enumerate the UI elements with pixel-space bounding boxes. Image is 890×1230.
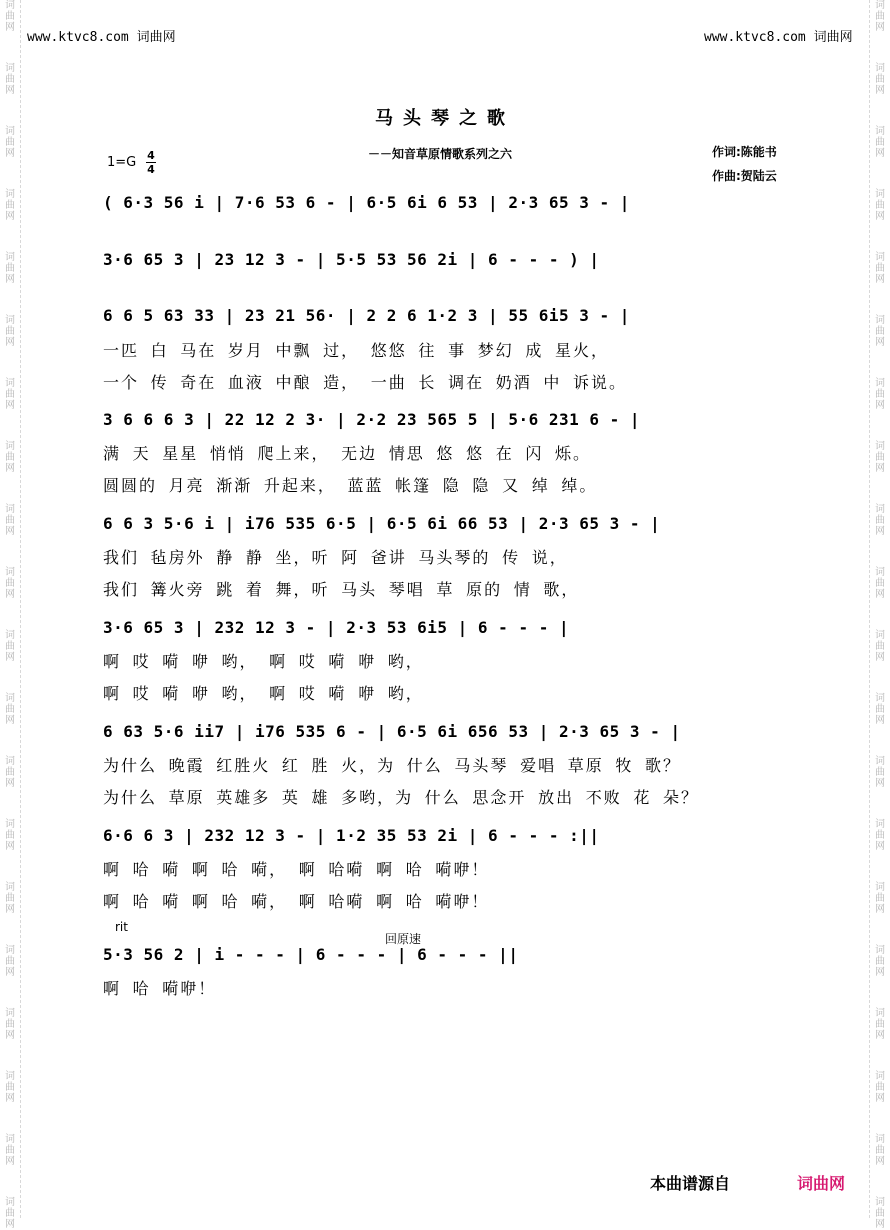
side-watermark-glyph: 词 曲 网 <box>5 882 15 915</box>
side-watermark-glyph: 词 曲 网 <box>875 1071 885 1104</box>
side-watermark-glyph: 词 曲 网 <box>5 504 15 537</box>
side-watermark-glyph: 词 曲 网 <box>5 1197 15 1230</box>
lyric-line-3-verse-1: 一匹 白 马在 岁月 中飘 过， 悠悠 往 事 梦幻 成 星火， <box>103 341 609 360</box>
side-watermark-glyph: 词 曲 网 <box>5 441 15 474</box>
time-signature <box>146 150 156 175</box>
time-signature-top: 4 <box>147 149 155 162</box>
side-watermark-glyph: 词 曲 网 <box>5 189 15 222</box>
side-watermark-glyph: 词 曲 网 <box>875 378 885 411</box>
song-title: 马头琴之歌 <box>375 108 515 129</box>
side-watermark-glyph: 词 曲 网 <box>875 1197 885 1230</box>
side-watermark-glyph: 词 曲 网 <box>5 1008 15 1041</box>
side-watermark-glyph: 词 曲 网 <box>875 252 885 285</box>
side-watermark-glyph: 词 曲 网 <box>875 315 885 348</box>
key-signature: 1=G <box>107 155 137 170</box>
lyric-line-6-verse-1: 啊 哎 嗬 咿 哟， 啊 哎 嗬 咿 哟， <box>103 652 424 671</box>
left-watermark-strip <box>0 0 21 1230</box>
footer-site-name: 词曲网 <box>797 1174 846 1193</box>
side-watermark-glyph: 词 曲 网 <box>5 378 15 411</box>
lyric-line-4-verse-1: 满 天 星星 悄悄 爬上来， 无边 情思 悠 悠 在 闪 烁。 <box>103 444 591 463</box>
tempo-return-marking: 回原速 <box>385 932 422 946</box>
song-subtitle: －－知音草原情歌系列之六 <box>368 147 513 161</box>
header-watermark-right: www.ktvc8.com 词曲网 <box>704 30 853 45</box>
composer-credit: 作曲:贺陆云 <box>712 169 777 183</box>
side-watermark-glyph: 词 曲 网 <box>5 630 15 663</box>
lyric-line-8-verse-2: 啊 哈 嗬 啊 哈 嗬， 啊 哈嗬 啊 哈 嗬咿！ <box>103 892 490 911</box>
lyricist-credit: 作词:陈能书 <box>712 145 777 159</box>
rit-marking: rit <box>115 920 128 934</box>
lyric-line-3-verse-2: 一个 传 奇在 血液 中酿 造， 一曲 长 调在 奶酒 中 诉说。 <box>103 373 627 392</box>
side-watermark-glyph: 词 曲 网 <box>5 693 15 726</box>
lyric-line-5-verse-2: 我们 篝火旁 跳 着 舞，听 马头 琴唱 草 原的 情 歌， <box>103 580 580 599</box>
notation-line-5: 6 6 3 5·6 i | i76 535 6·5 | 6·5 6i 66 53 | 2·3 65 3 - | <box>103 514 661 533</box>
lyric-line-7-verse-2: 为什么 草原 英雄多 英 雄 多哟，为 什么 思念开 放出 不败 花 朵？ <box>103 788 699 807</box>
side-watermark-glyph: 词 曲 网 <box>5 567 15 600</box>
side-watermark-glyph: 词 曲 网 <box>875 126 885 159</box>
side-watermark-glyph: 词 曲 网 <box>875 945 885 978</box>
side-watermark-glyph: 词 曲 网 <box>875 882 885 915</box>
notation-line-9: 5·3 56 2 | i - - - | 6 - - - | 6 - - - || <box>103 945 519 964</box>
lyric-line-9: 啊 哈 嗬咿！ <box>103 979 217 998</box>
side-watermark-glyph: 词 曲 网 <box>875 1008 885 1041</box>
side-watermark-glyph: 词 曲 网 <box>875 63 885 96</box>
side-watermark-glyph: 词 曲 网 <box>5 1071 15 1104</box>
footer-source-label: 本曲谱源自 <box>650 1174 731 1193</box>
side-watermark-glyph: 词 曲 网 <box>875 630 885 663</box>
side-watermark-glyph: 词 曲 网 <box>875 567 885 600</box>
side-watermark-glyph: 词 曲 网 <box>875 756 885 789</box>
side-watermark-glyph: 词 曲 网 <box>5 0 15 33</box>
notation-line-6: 3·6 65 3 | 232 12 3 - | 2·3 53 6i5 | 6 - - - | <box>103 618 570 637</box>
lyric-line-4-verse-2: 圆圆的 月亮 渐渐 升起来， 蓝蓝 帐篷 隐 隐 又 绰 绰。 <box>103 476 598 495</box>
side-watermark-glyph: 词 曲 网 <box>5 819 15 852</box>
side-watermark-glyph: 词 曲 网 <box>875 189 885 222</box>
side-watermark-glyph: 词 曲 网 <box>5 756 15 789</box>
lyric-line-6-verse-2: 啊 哎 嗬 咿 哟， 啊 哎 嗬 咿 哟， <box>103 684 424 703</box>
right-watermark-strip <box>869 0 890 1230</box>
side-watermark-glyph: 词 曲 网 <box>875 1134 885 1167</box>
side-watermark-glyph: 词 曲 网 <box>875 441 885 474</box>
side-watermark-glyph: 词 曲 网 <box>5 63 15 96</box>
time-signature-bottom: 4 <box>147 163 155 176</box>
lyric-line-8-verse-1: 啊 哈 嗬 啊 哈 嗬， 啊 哈嗬 啊 哈 嗬咿！ <box>103 860 490 879</box>
notation-line-3: 6 6 5 63 33 | 23 21 56· | 2 2 6 1·2 3 | 55 6i5 3 - | <box>103 306 630 325</box>
notation-line-1: ( 6·3 56 i | 7·6 53 6 - | 6·5 6i 6 53 | 2·3 65 3 - | <box>103 193 630 212</box>
side-watermark-glyph: 词 曲 网 <box>5 126 15 159</box>
header-watermark-left: www.ktvc8.com 词曲网 <box>27 30 176 45</box>
side-watermark-glyph: 词 曲 网 <box>5 315 15 348</box>
notation-line-7: 6 63 5·6 ii7 | i76 535 6 - | 6·5 6i 656 53 | 2·3 65 3 - | <box>103 722 681 741</box>
side-watermark-glyph: 词 曲 网 <box>5 1134 15 1167</box>
side-watermark-glyph: 词 曲 网 <box>875 819 885 852</box>
notation-line-8: 6·6 6 3 | 232 12 3 - | 1·2 35 53 2i | 6 - - - :|| <box>103 826 600 845</box>
side-watermark-glyph: 词 曲 网 <box>5 945 15 978</box>
lyric-line-7-verse-1: 为什么 晚霞 红胜火 红 胜 火，为 什么 马头琴 爱唱 草原 牧 歌？ <box>103 756 681 775</box>
notation-line-2: 3·6 65 3 | 23 12 3 - | 5·5 53 56 2i | 6 - - - ) | <box>103 250 600 269</box>
side-watermark-glyph: 词 曲 网 <box>875 504 885 537</box>
notation-line-4: 3 6 6 6 3 | 22 12 2 3· | 2·2 23 565 5 | 5·6 231 6 - | <box>103 410 641 429</box>
side-watermark-glyph: 词 曲 网 <box>875 0 885 33</box>
side-watermark-glyph: 词 曲 网 <box>5 252 15 285</box>
side-watermark-glyph: 词 曲 网 <box>875 693 885 726</box>
lyric-line-5-verse-1: 我们 毡房外 静 静 坐，听 阿 爸讲 马头琴的 传 说， <box>103 548 568 567</box>
